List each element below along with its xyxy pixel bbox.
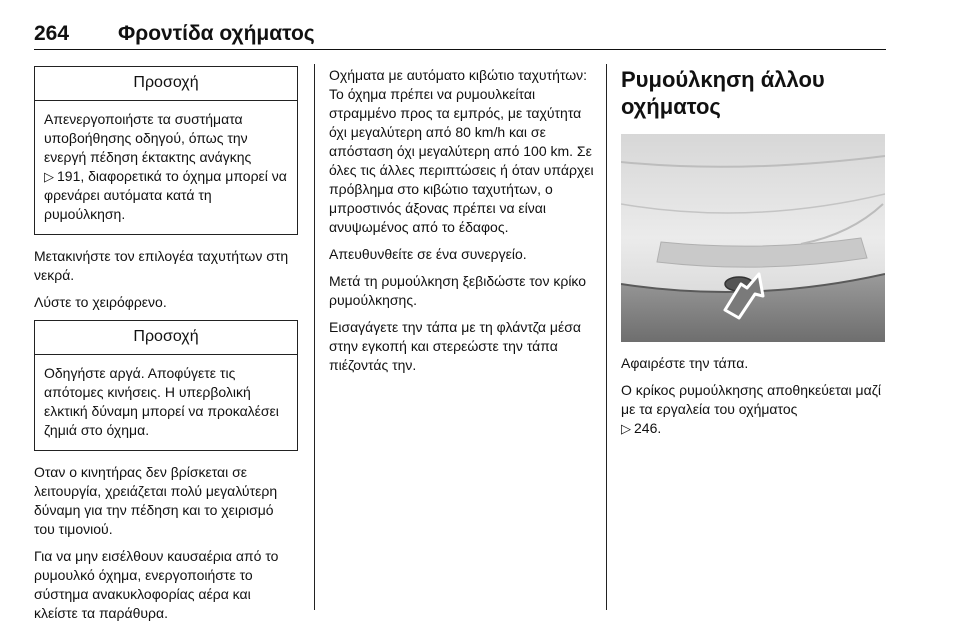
warning-title: Προσοχή	[35, 67, 297, 101]
paragraph: Για να μην εισέλθουν καυσαέρια από το ρυμουλκό όχημα, ενεργοποιήστε το σύστημα ανακυκλοφορίας αέρα και κλείστε τα παράθυρα.	[34, 548, 279, 621]
warning-body: Οδηγήστε αργά. Αποφύγετε τις απότομες κινήσεις. Η υπερβολική ελκτική δύναμη μπορεί να προκαλέσει ζημιά στο όχημα.	[44, 365, 279, 438]
header-rule	[34, 49, 886, 50]
column-3	[621, 66, 887, 446]
page-ref-icon: ▷	[621, 421, 631, 436]
column-divider-1	[314, 64, 315, 610]
warning-text: , διαφορετικά το όχημα μπορεί να φρενάρει αυτόματα κατά τη ρυμούλκηση.	[44, 168, 287, 222]
column-1	[34, 66, 298, 631]
page-header	[34, 18, 886, 52]
paragraph: Εισαγάγετε την τάπα με τη φλάντζα μέσα στην εγκοπή και στερεώστε την τάπα πιέζοντάς την.	[329, 319, 581, 373]
column-divider-2	[606, 64, 607, 610]
page-title: Φροντίδα οχήματος	[118, 22, 315, 45]
warning-title: Προσοχή	[35, 321, 297, 355]
paragraph: Μετά τη ρυμούλκηση ξεβιδώστε τον κρίκο ρυμούλκησης.	[329, 273, 587, 308]
column-2	[329, 66, 595, 383]
paragraph: Απευθυνθείτε σε ένα συνεργείο.	[329, 246, 527, 262]
paragraph: Μετακινήστε τον επιλογέα ταχυτήτων στη νεκρά.	[34, 248, 289, 283]
paragraph: Αφαιρέστε την τάπα.	[621, 355, 749, 371]
towing-eye-cover-illustration	[621, 134, 885, 342]
page-ref-link[interactable]: 246.	[634, 420, 662, 436]
rear-bumper-drawing	[621, 134, 885, 342]
warning-text: Απενεργοποιήστε τα συστήματα υποβοήθησης οδηγού, όπως την ενεργή πέδηση έκτακτης ανάγκης	[44, 111, 252, 165]
paragraph	[621, 381, 887, 438]
section-heading: Ρυμούλκηση άλλου οχήματος	[621, 67, 825, 119]
page-ref-icon: ▷	[44, 169, 54, 184]
page-number: 264	[34, 22, 70, 45]
page-ref-link[interactable]: 191	[57, 168, 81, 184]
paragraph-text: Ο κρίκος ρυμούλκησης αποθηκεύεται μαζί με τα εργαλεία του οχήματος	[621, 382, 882, 417]
paragraph: Οταν ο κινητήρας δεν βρίσκεται σε λειτουργία, χρειάζεται πολύ μεγαλύτερη δύναμη για την πέδηση και το χειρισμό του τιμονιού.	[34, 464, 278, 537]
warning-box-1	[34, 66, 298, 235]
paragraph: Οχήματα με αυτόματο κιβώτιο ταχυτήτων: Το όχημα πρέπει να ρυμουλκείται στραμμένο προς τα εμπρός, με ταχύτητα όχι μεγαλύτερη από 80 km/h και σε απόσταση όχι μεγαλύτερη από 100 km. Σε όλες τις άλλες περιπτώσεις ή όταν υπάρχει πρόβλημα στο κιβώτιο ταχυτήτων, ο μπροστινός άξονας πρέπει να είναι ανυψωμένος από το έδαφος.	[329, 67, 594, 235]
warning-box-2	[34, 320, 298, 451]
warning-body	[35, 101, 297, 234]
paragraph: Λύστε το χειρόφρενο.	[34, 294, 167, 310]
